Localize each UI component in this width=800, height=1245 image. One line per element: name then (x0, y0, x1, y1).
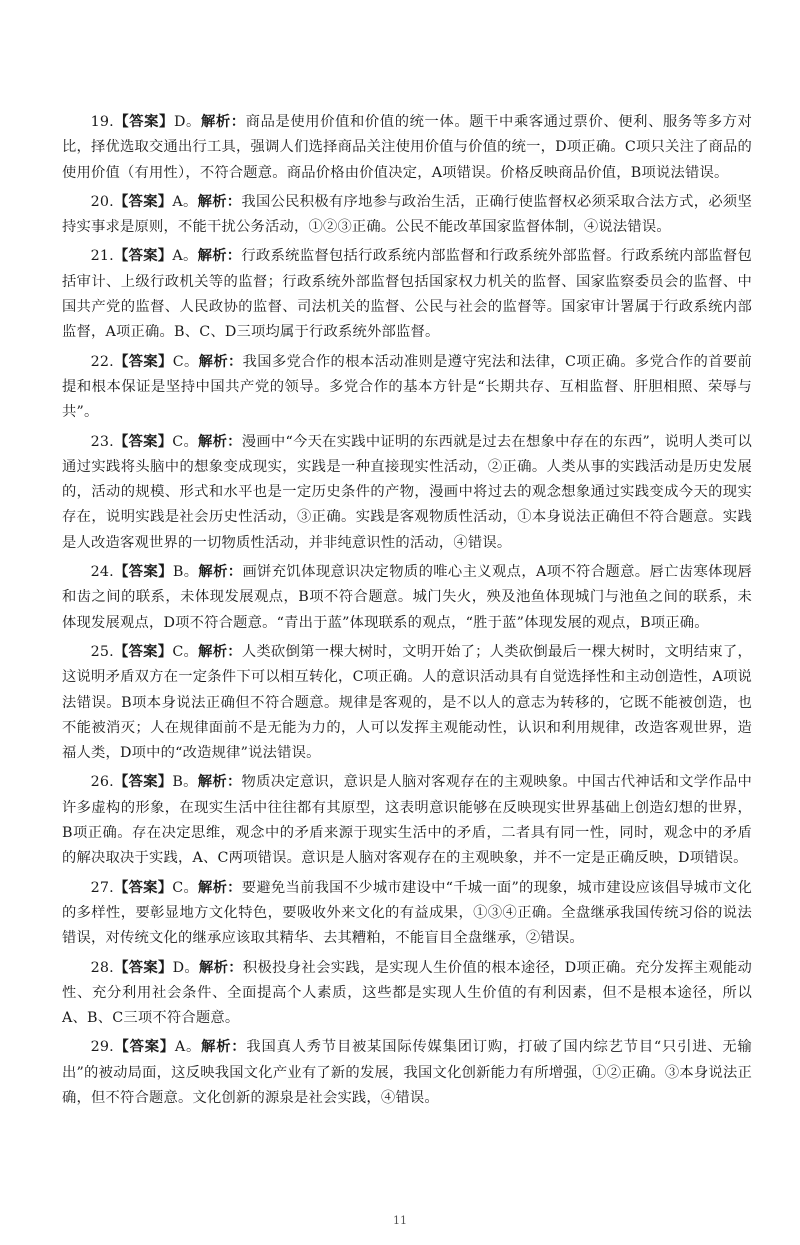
item-number: 21. (90, 248, 114, 265)
answer-letter: B。 (172, 774, 198, 791)
answer-letter: A。 (172, 193, 198, 210)
analysis-label: 解析： (197, 774, 242, 791)
analysis-text: 画饼充饥体现意识决定物质的唯心主义观点，A项不符合题意。唇亡齿寒体现唇和齿之间的联系，未体现发展观点，B项不符合题意。城门失火，殃及池鱼体现城门与池鱼之间的联系，未体现发展观点，D项不符合题意。“青出于蓝”体现联系的观点，“胜于蓝”体现发展的观点，B项正确。 (62, 564, 753, 631)
answer-item-21 (62, 244, 752, 345)
answer-page (62, 110, 752, 1115)
answer-item-29 (62, 1035, 752, 1111)
answer-letter: C。 (172, 643, 199, 660)
answer-tag: 【答案】 (113, 1039, 175, 1056)
analysis-text: 要避免当前我国不少城市建设中“千城一面”的现象，城市建设应该倡导城市文化的多样性，要彰显地方文化特色，要吸收外来文化的有益成果，①③④正确。全盘继承我国传统习俗的说法错误，对传统文化的继承应该取其精华、去其糟粕，不能盲目全盘继承，②错误。 (62, 879, 752, 947)
item-number: 19. (90, 114, 114, 130)
analysis-text: 漫画中“今天在实践中证明的东西就是过去在想象中存在的东西”，说明人类可以通过实践将头脑中的想象变成现实，实践是一种直接现实性活动，②正确。人类从事的实践活动是历史发展的，活动的规模、形式和水平也是一定历史条件的产物，漫画中将过去的观念想象通过实践变成今天的现实存在，说明实践是社会历史性活动，③正确。实践是客观物质性活动，①本身说法正确但不符合题意。实践是人改造客观世界的一切物质性活动，并非纯意识性的活动，④错误。 (62, 433, 752, 551)
answer-letter: C。 (172, 433, 199, 450)
analysis-label: 解析： (198, 879, 242, 896)
answer-tag: 【答案】 (113, 643, 173, 660)
analysis-label: 解析： (198, 433, 242, 450)
item-number: 27. (90, 879, 114, 896)
answer-letter: B。 (172, 564, 199, 581)
answer-letter: A。 (174, 1039, 202, 1056)
analysis-text: 我国真人秀节目被某国际传媒集团订购，打破了国内综艺节目“只引进、无输出”的被动局面，这反映我国文化产业有了新的发展，我国文化创新能力有所增强，①②正确。③本身说法正确，但不符合题意。文化创新的源泉是社会实践，④错误。 (62, 1039, 752, 1106)
answer-tag: 【答案】 (113, 774, 173, 791)
answer-item-27 (62, 876, 752, 952)
answer-letter: C。 (172, 353, 199, 370)
answer-tag: 【答案】 (113, 433, 173, 450)
analysis-label: 解析： (198, 564, 243, 581)
item-number: 26. (90, 774, 114, 791)
answer-item-23 (62, 430, 752, 556)
answer-tag: 【答案】 (113, 114, 174, 130)
answer-item-24 (62, 560, 752, 636)
answer-tag: 【答案】 (113, 564, 173, 581)
item-number: 28. (90, 959, 114, 976)
analysis-text: 积极投身社会实践，是实现人生价值的根本途径，D项正确。充分发挥主观能动性、充分利用社会条件、全面提高个人素质，这些都是实现人生价值的有利因素，但不是根本途径，所以A、B、C三项不符合题意。 (62, 959, 752, 1027)
analysis-label: 解析： (198, 353, 243, 370)
analysis-label: 解析： (201, 1039, 247, 1056)
answer-letter: D。 (172, 959, 200, 976)
analysis-label: 解析： (199, 959, 243, 976)
item-number: 22. (90, 353, 114, 370)
item-number: 25. (90, 643, 114, 660)
analysis-label: 解析： (200, 114, 246, 130)
analysis-text: 商品是使用价值和价值的统一体。题干中乘客通过票价、便利、服务等多方对比，择优选取交通出行工具，强调人们选择商品关注使用价值与价值的统一，D项正确。C项只关注了商品的使用价值（有用性），不符合题意。商品价格由价值决定，A项错误。价格反映商品价值，B项说法错误。 (62, 114, 752, 181)
item-number: 24. (90, 564, 114, 581)
answer-item-22 (62, 350, 752, 426)
item-number: 29. (90, 1039, 114, 1056)
answer-item-28 (62, 956, 752, 1032)
page-number: 11 (393, 1214, 407, 1227)
answer-item-25 (62, 640, 752, 766)
answer-tag: 【答案】 (113, 959, 173, 976)
analysis-text: 我国多党合作的根本活动准则是遵守宪法和法律，C项正确。多党合作的首要前提和根本保证是坚持中国共产党的领导。多党合作的基本方针是“长期共存、互相监督、肝胆相照、荣辱与共”。 (62, 353, 752, 421)
item-number: 23. (90, 433, 114, 450)
analysis-text: 人类砍倒第一棵大树时，文明开始了；人类砍倒最后一棵大树时，文明结束了，这说明矛盾双方在一定条件下可以相互转化，C项正确。人的意识活动具有自觉选择性和主动创造性，A项说法错误。B项本身说法正确但不符合题意。规律是客观的，是不以人的意志为转移的，它既不能被创造，也不能被消灭；人在规律面前不是无能为力的，人可以发挥主观能动性，认识和利用规律，改造客观世界，造福人类，D项中的“改造规律”说法错误。 (62, 643, 752, 762)
answer-item-20 (62, 190, 752, 241)
answer-item-26 (62, 770, 752, 871)
analysis-text: 物质决定意识，意识是人脑对客观存在的主观映象。中国古代神话和文学作品中许多虚构的形象，在现实生活中往往都有其原型，这表明意识能够在反映现实世界基础上创造幻想的世界，B项正确。存在决定思维，观念中的矛盾来源于现实生活中的矛盾，二者具有同一性，同时，观念中的矛盾的解决取决于实践，A、C两项错误。意识是人脑对客观存在的主观映象，并不一定是正确反映，D项错误。 (62, 774, 753, 867)
answer-letter: A。 (172, 248, 198, 265)
answer-tag: 【答案】 (113, 353, 173, 370)
item-number: 20. (90, 193, 114, 210)
answer-letter: C。 (172, 879, 199, 896)
answer-letter: D。 (173, 114, 201, 130)
analysis-label: 解析： (197, 248, 242, 265)
analysis-label: 解析： (197, 193, 242, 210)
analysis-label: 解析： (198, 643, 242, 660)
analysis-text: 行政系统监督包括行政系统内部监督和行政系统外部监督。行政系统内部监督包括审计、上级行政机关等的监督；行政系统外部监督包括国家权力机关的监督、国家监察委员会的监督、中国共产党的监督、人民政协的监督、司法机关的监督、公民与社会的监督等。国家审计署属于行政系统内部监督，A项正确。B、C、D三项均属于行政系统外部监督。 (62, 248, 752, 341)
answer-tag: 【答案】 (113, 248, 173, 265)
answer-item-19 (62, 110, 752, 186)
analysis-text: 我国公民积极有序地参与政治生活，正确行使监督权必须采取合法方式，必须坚持实事求是原则，不能干扰公务活动，①②③正确。公民不能改革国家监督体制，④说法错误。 (62, 193, 752, 236)
answer-tag: 【答案】 (113, 193, 173, 210)
answer-tag: 【答案】 (113, 879, 173, 896)
